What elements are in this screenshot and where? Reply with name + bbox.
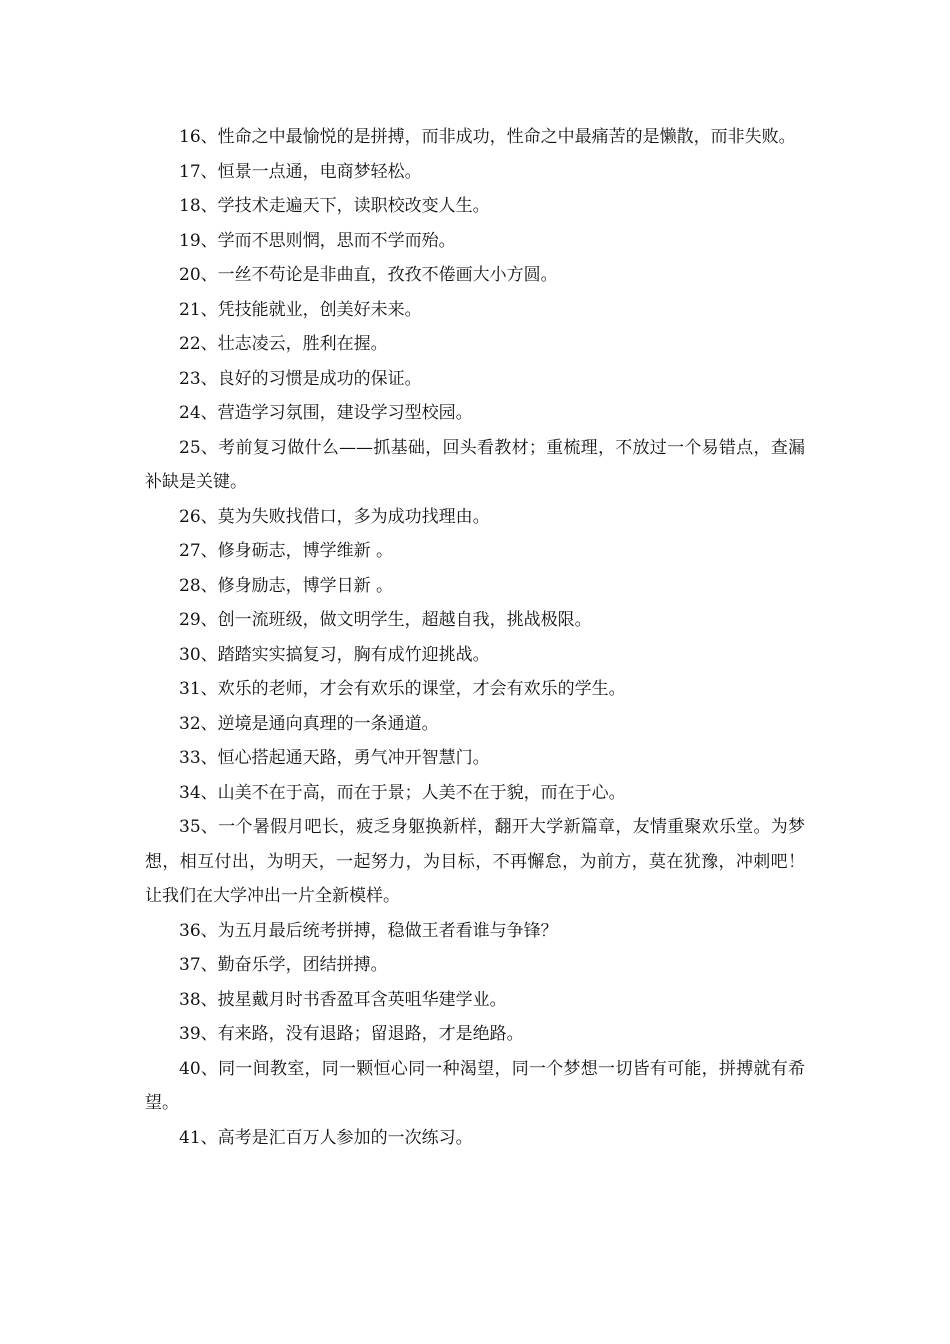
list-item: 32、逆境是通向真理的一条通道。 <box>179 713 439 734</box>
list-item: 39、有来路，没有退路；留退路，才是绝路。 <box>179 1024 524 1044</box>
list-item: 16、性命之中最愉悦的是拼搏，而非成功，性命之中最痛苦的是懒散，而非失败。 <box>179 127 796 147</box>
list-item: 35、一个暑假月吧长，疲乏身躯换新样，翻开大学新篇章，友情重聚欢乐堂。为梦想，相互付出，为明天，一起努力，为目标，不再懈怠，为前方，莫在犹豫，冲刺吧！让我们在大学冲出一片全新模样。 <box>145 817 805 906</box>
list-item: 20、一丝不苟论是非曲直，孜孜不倦画大小方圆。 <box>179 265 558 285</box>
list-item: 28、修身励志，博学日新 。 <box>179 575 394 596</box>
list-item: 17、恒景一点通，电商梦轻松。 <box>179 161 422 182</box>
list-item: 24、营造学习氛围，建设学习型校园。 <box>179 403 473 423</box>
list-item: 33、恒心搭起通天路，勇气冲开智慧门。 <box>179 748 490 768</box>
list-item: 22、壮志凌云，胜利在握。 <box>179 334 388 354</box>
list-item: 40、同一间教室，同一颗恒心同一种渴望，同一个梦想一切皆有可能，拼搏就有希望。 <box>145 1058 805 1113</box>
document-body <box>145 120 805 1155</box>
list-item: 23、良好的习惯是成功的保证。 <box>179 368 422 389</box>
list-item: 30、踏踏实实搞复习，胸有成竹迎挑战。 <box>179 644 490 665</box>
list-item: 25、考前复习做什么——抓基础，回头看教材；重梳理，不放过一个易错点，查漏补缺是关键。 <box>145 437 805 492</box>
list-item: 21、凭技能就业，创美好未来。 <box>179 299 422 320</box>
list-item: 19、学而不思则惘，思而不学而殆。 <box>179 230 456 251</box>
list-item: 27、修身砺志，博学维新 。 <box>179 541 394 561</box>
list-item: 41、高考是汇百万人参加的一次练习。 <box>179 1127 473 1148</box>
list-item: 38、披星戴月时书香盈耳含英咀华建学业。 <box>179 989 507 1010</box>
list-item: 26、莫为失败找借口，多为成功找理由。 <box>179 506 490 527</box>
list-item: 36、为五月最后统考拼搏，稳做王者看谁与争锋？ <box>179 920 558 941</box>
list-item: 34、山美不在于高，而在于景；人美不在于貌，而在于心。 <box>179 782 626 803</box>
list-item: 18、学技术走遍天下，读职校改变人生。 <box>179 196 490 216</box>
list-item: 31、欢乐的老师，才会有欢乐的课堂，才会有欢乐的学生。 <box>179 679 626 699</box>
list-item: 29、创一流班级，做文明学生，超越自我，挑战极限。 <box>179 610 592 630</box>
list-item: 37、勤奋乐学，团结拼搏。 <box>179 955 388 975</box>
